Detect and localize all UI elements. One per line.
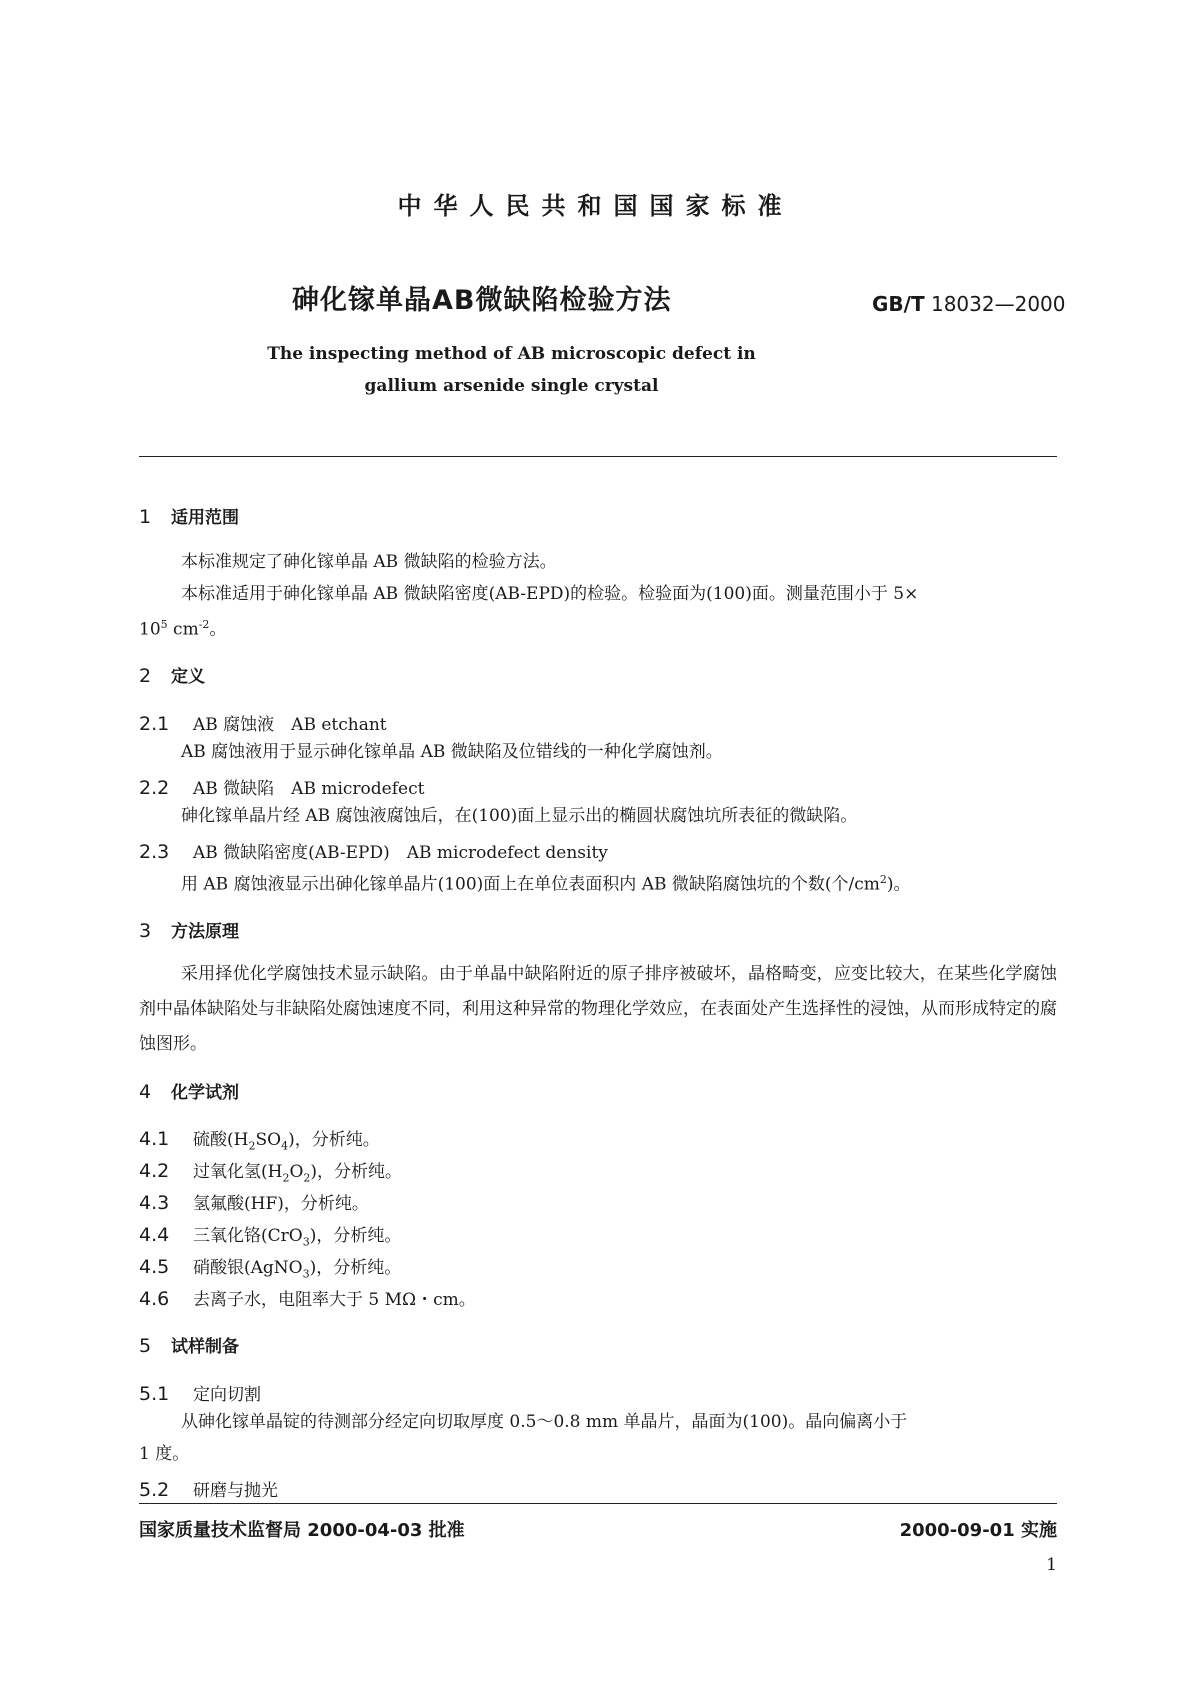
- reagent-4-3-number: 4.3: [139, 1192, 170, 1214]
- section-3-paragraph: 采用择优化学腐蚀技术显示缺陷。由于单晶中缺陷附近的原子排序被破坏，晶格畸变，应变比较大，在某些化学腐蚀剂中晶体缺陷处与非缺陷处腐蚀速度不同，利用这种异常的物理化学效应，在表面处产生选择性的浸蚀，从而形成特定的腐蚀图形。: [139, 964, 1057, 1054]
- section-4-number: 4: [139, 1081, 152, 1103]
- definition-2-1-text: AB 腐蚀液用于显示砷化镓单晶 AB 微缺陷及位错线的一种化学腐蚀剂。: [181, 742, 723, 762]
- definition-2-1: [139, 710, 387, 735]
- document-title-en-line2: gallium arsenide single crystal: [364, 376, 659, 396]
- reagent-4-2: [139, 1157, 402, 1184]
- subsection-5-1-number: 5.1: [139, 1383, 170, 1405]
- range-unit-exp: -2: [198, 618, 210, 631]
- definition-2-2-number: 2.2: [139, 777, 170, 799]
- range-end: 。: [209, 619, 227, 640]
- reagent-4-4-a: 三氧化铬(CrO: [193, 1226, 303, 1246]
- section-2-heading: [139, 662, 205, 687]
- subsection-5-1-title: 定向切割: [193, 1385, 261, 1405]
- subsection-5-1: [139, 1380, 261, 1405]
- reagent-4-1-c: )，分析纯。: [288, 1130, 380, 1150]
- reagent-4-4-c: )，分析纯。: [309, 1226, 402, 1246]
- reagent-4-4-number: 4.4: [139, 1224, 170, 1246]
- page-number: 1: [1046, 1555, 1057, 1575]
- section-3-heading: [139, 917, 239, 942]
- section-2-title: 定义: [171, 667, 205, 687]
- reagent-4-1-b: SO: [255, 1130, 282, 1150]
- reagent-4-5-number: 4.5: [139, 1256, 170, 1278]
- section-4-heading: [139, 1078, 239, 1103]
- definition-2-3-term: AB 微缺陷密度(AB-EPD) AB microdefect density: [193, 843, 608, 863]
- reagent-4-4: [139, 1221, 401, 1248]
- section-1-paragraph-1: 本标准规定了砷化镓单晶 AB 微缺陷的检验方法。: [181, 552, 557, 572]
- reagent-4-3-text: 氢氟酸(HF)，分析纯。: [193, 1194, 369, 1214]
- subsection-5-1-text-cont: 1 度。: [139, 1444, 190, 1464]
- definition-2-1-term: AB 腐蚀液 AB etchant: [193, 715, 387, 735]
- section-2-number: 2: [139, 665, 152, 687]
- section-4-title: 化学试剂: [171, 1083, 239, 1103]
- subsection-5-2-number: 5.2: [139, 1479, 170, 1501]
- reagent-4-5-sub1: 3: [302, 1267, 310, 1281]
- section-5-number: 5: [139, 1335, 152, 1357]
- reagent-4-2-number: 4.2: [139, 1160, 170, 1182]
- definition-2-3-exp: 2: [879, 873, 887, 886]
- reagent-4-6-number: 4.6: [139, 1288, 170, 1310]
- definition-2-2-text: 砷化镓单晶片经 AB 腐蚀液腐蚀后，在(100)面上显示出的椭圆状腐蚀坑所表征的微缺陷。: [181, 806, 858, 826]
- standard-prefix: GB/T: [872, 292, 925, 316]
- section-1-paragraph-2: 本标准适用于砷化镓单晶 AB 微缺陷密度(AB-EPD)的检验。检验面为(100)面。测量范围小于 5×: [181, 584, 919, 604]
- document-title-en-line1: The inspecting method of AB microscopic defect in: [267, 344, 756, 364]
- definition-2-3-number: 2.3: [139, 841, 170, 863]
- subsection-5-2-title: 研磨与抛光: [193, 1481, 278, 1501]
- section-1-title: 适用范围: [171, 508, 239, 528]
- national-standard-heading: 中华人民共和国国家标准: [397, 192, 794, 220]
- definition-2-3: [139, 838, 608, 863]
- approval-date: 国家质量技术监督局 2000-04-03 批准: [139, 1520, 465, 1541]
- subsection-5-2: [139, 1476, 278, 1501]
- reagent-4-1-number: 4.1: [139, 1128, 170, 1150]
- definition-2-3-body: 用 AB 腐蚀液显示出砷化镓单晶片(100)面上在单位表面积内 AB 微缺陷腐蚀坑的个数(个/cm: [181, 874, 880, 895]
- subsection-5-1-text: 从砷化镓单晶锭的待测部分经定向切取厚度 0.5～0.8 mm 单晶片，晶面为(100)。晶向偏离小于: [181, 1412, 908, 1432]
- section-1-number: 1: [139, 506, 152, 528]
- reagent-4-5-c: )，分析纯。: [309, 1258, 402, 1278]
- reagent-4-5: [139, 1253, 401, 1280]
- range-base: 10: [139, 619, 161, 640]
- definition-2-3-text: [181, 870, 911, 895]
- standard-number: [872, 292, 1066, 316]
- reagent-4-6: [139, 1285, 476, 1310]
- implementation-date: 2000-09-01 实施: [899, 1520, 1057, 1541]
- definition-2-2-term: AB 微缺陷 AB microdefect: [193, 779, 425, 799]
- definition-2-3-end: )。: [886, 874, 911, 895]
- section-5-heading: [139, 1332, 239, 1357]
- reagent-4-2-a: 过氧化氢(H: [193, 1162, 283, 1182]
- reagent-4-1-sub1: 2: [248, 1139, 256, 1153]
- footer-divider: [139, 1503, 1057, 1504]
- reagent-4-2-c: )，分析纯。: [310, 1162, 403, 1182]
- definition-2-2: [139, 774, 424, 799]
- reagent-4-4-sub1: 3: [302, 1235, 310, 1249]
- reagent-4-1-sub2: 4: [281, 1139, 289, 1153]
- range-unit: cm: [167, 619, 199, 640]
- reagent-4-2-sub2: 2: [303, 1171, 311, 1185]
- reagent-4-6-text: 去离子水，电阻率大于 5 MΩ・cm。: [193, 1290, 476, 1310]
- document-title-cn: 砷化镓单晶AB微缺陷检验方法: [292, 285, 672, 316]
- reagent-4-1: [139, 1125, 380, 1152]
- reagent-4-2-sub1: 2: [282, 1171, 290, 1185]
- range-exp: 5: [160, 618, 168, 631]
- section-3-title: 方法原理: [171, 922, 239, 942]
- reagent-4-2-b: O: [289, 1162, 304, 1182]
- section-5-title: 试样制备: [171, 1337, 239, 1357]
- section-3-number: 3: [139, 920, 152, 942]
- reagent-4-3: [139, 1189, 369, 1214]
- reagent-4-1-a: 硫酸(H: [193, 1130, 249, 1150]
- section-1-paragraph-2-cont: [139, 615, 226, 640]
- reagent-4-5-a: 硝酸银(AgNO: [193, 1258, 303, 1278]
- definition-2-1-number: 2.1: [139, 713, 170, 735]
- standard-code: 18032—2000: [930, 292, 1066, 316]
- section-1-heading: [139, 503, 239, 528]
- header-divider: [139, 456, 1057, 457]
